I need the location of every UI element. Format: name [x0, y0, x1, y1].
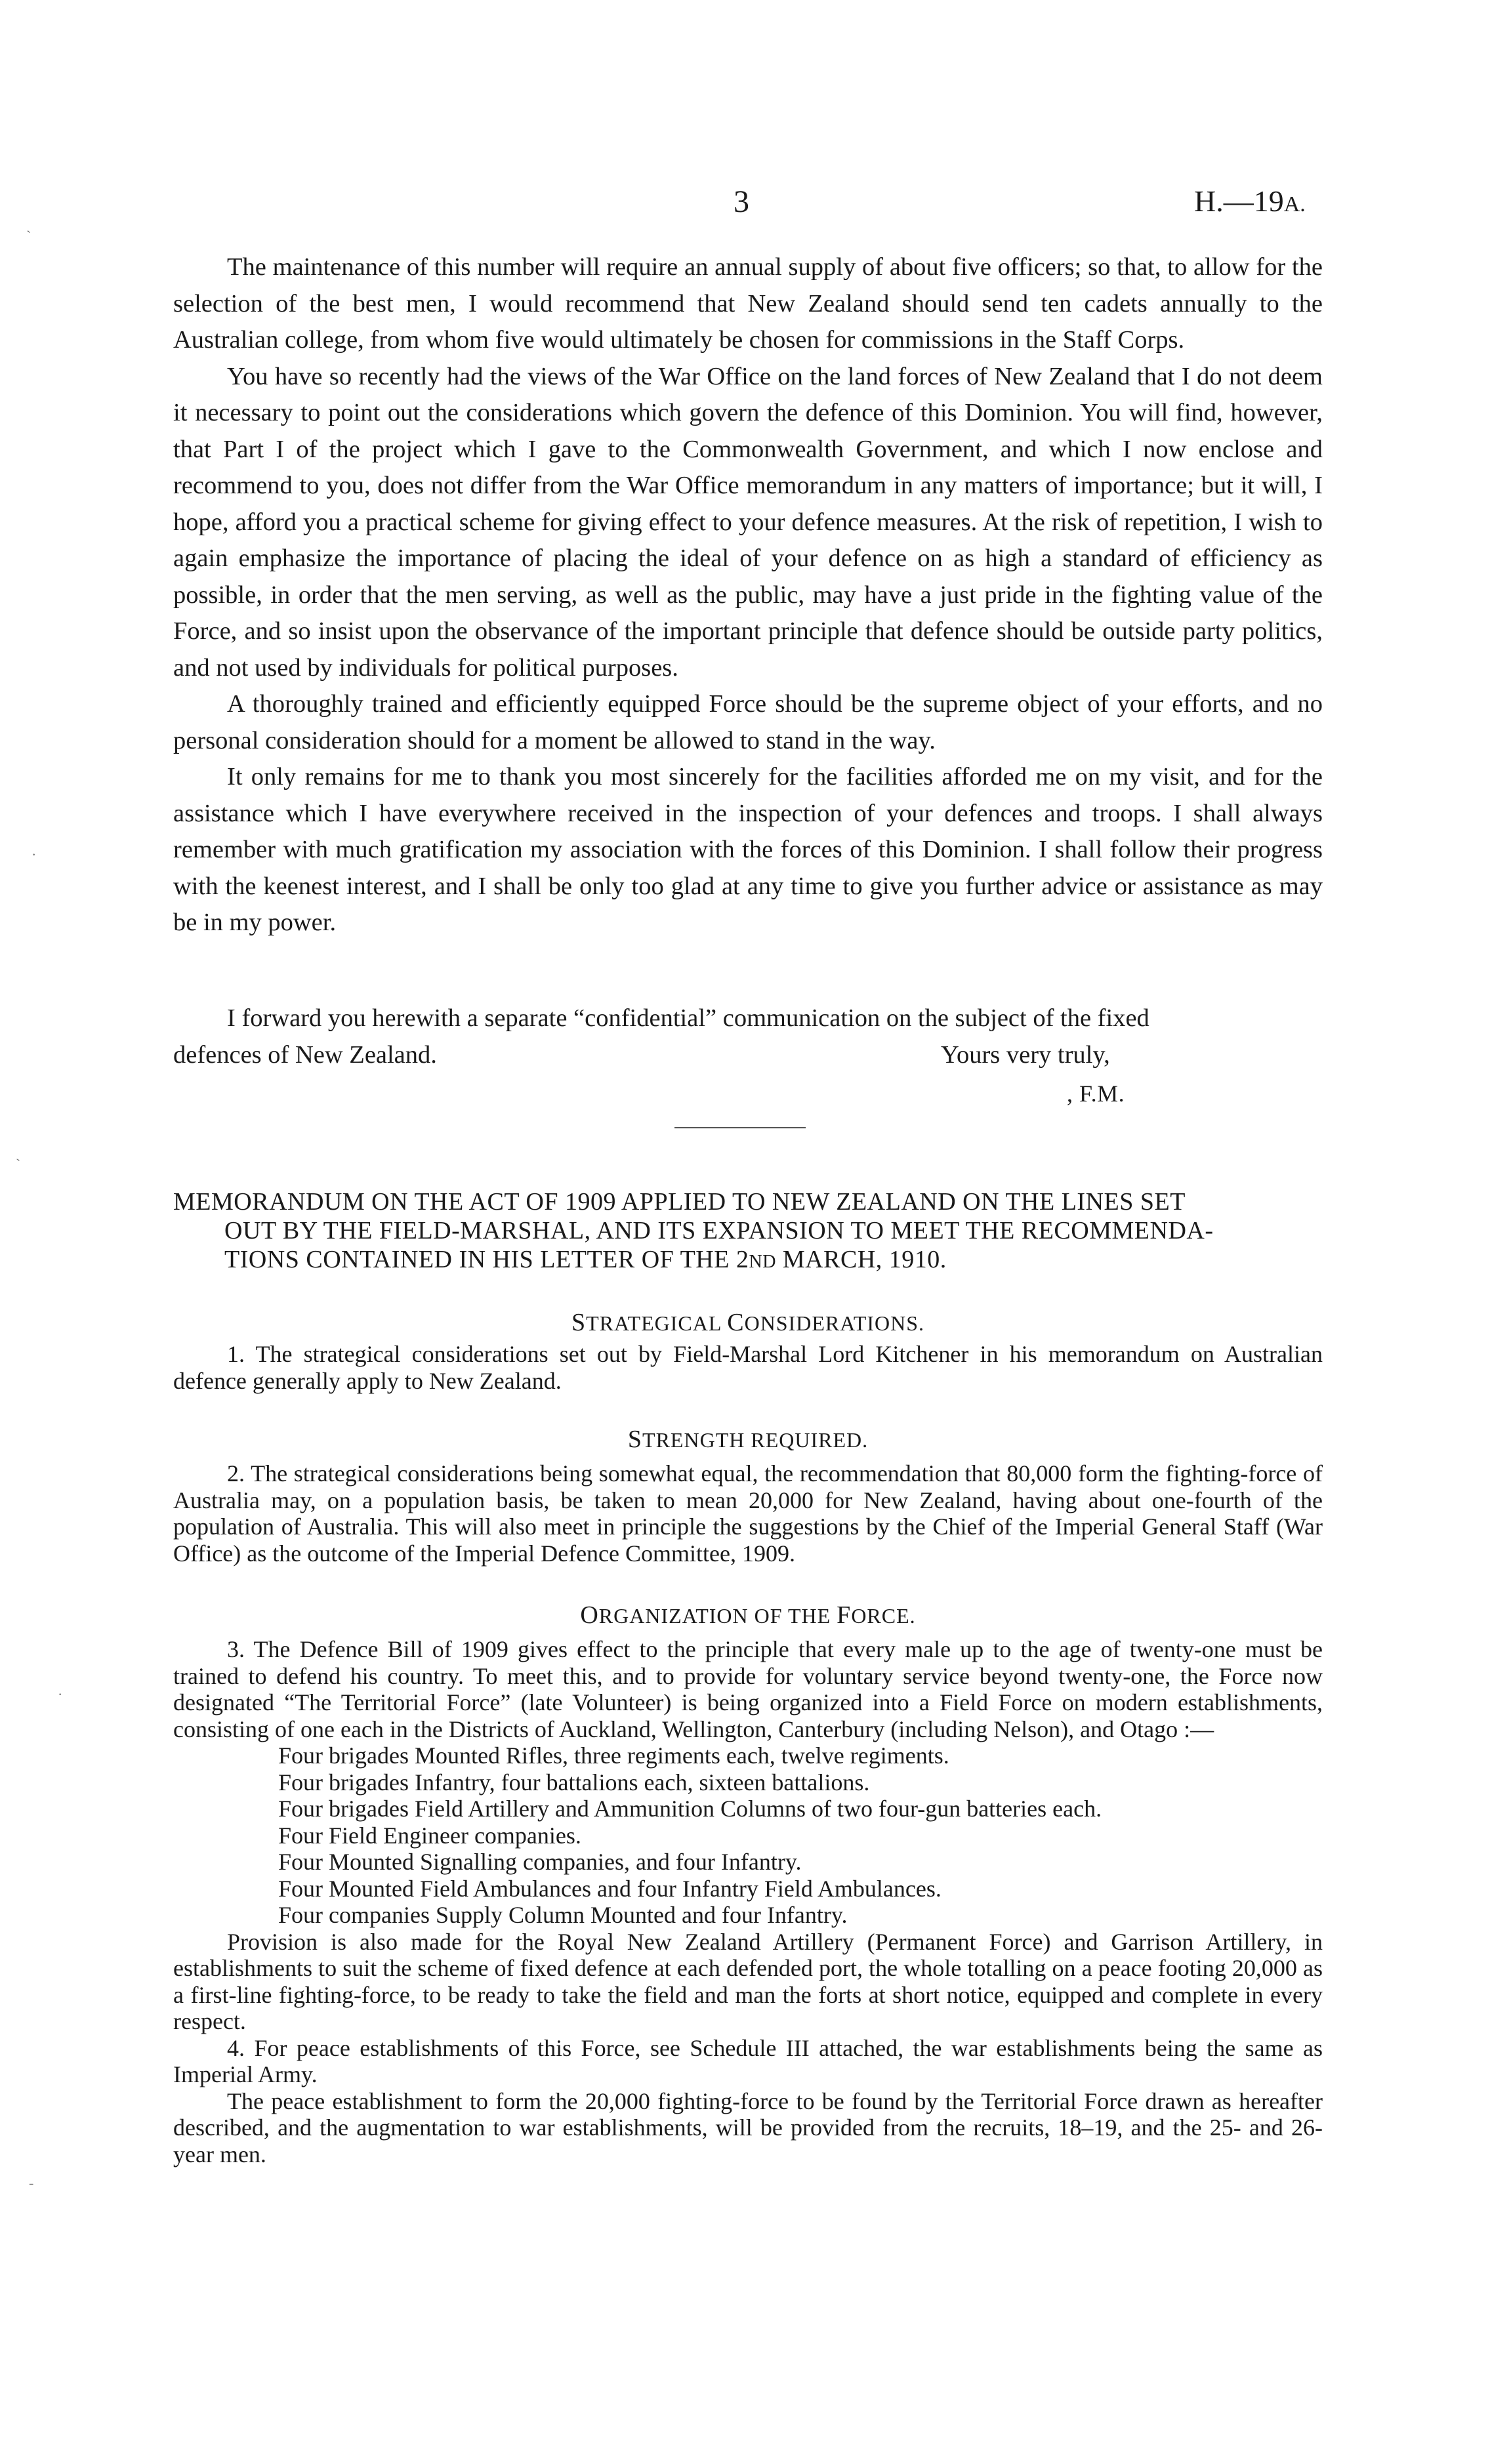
title-line — [173, 1245, 1328, 1277]
page-header — [0, 184, 1511, 223]
margin-mark: · — [58, 1686, 63, 1702]
margin-mark: ˎ — [16, 1145, 21, 1161]
doc-ref-suffix: A. — [1283, 192, 1306, 216]
heading-part: TRATEGICAL — [586, 1311, 728, 1335]
list-item: Four Field Engineer companies. — [278, 1822, 581, 1849]
section-1 — [173, 1341, 1323, 1394]
list-item: Four brigades Field Artillery and Ammunition Columns of two four-gun batteries each. — [278, 1796, 1102, 1822]
signature — [173, 1073, 1323, 1111]
heading-strength-required — [173, 1425, 1323, 1454]
heading-part: TRENGTH REQUIRED. — [642, 1428, 869, 1452]
heading-part: C — [727, 1309, 745, 1336]
heading-organization-of-force — [173, 1601, 1323, 1630]
unit-list — [173, 1742, 1323, 1929]
letter-body — [173, 249, 1323, 941]
doc-ref-main: H.—19 — [1194, 184, 1284, 218]
title-line: MEMORANDUM ON THE ACT OF 1909 APPLIED TO NEW ZEALAND ON THE LINES SET — [173, 1188, 1186, 1216]
heading-part: ONSIDERATIONS. — [744, 1311, 925, 1335]
memorandum-title — [173, 1187, 1328, 1277]
section-divider — [674, 1127, 806, 1128]
valediction: Yours very truly, — [941, 1040, 1110, 1069]
section-paragraph: 1. The strategical considerations set out by Field-Marshal Lord Kitchener in his memorandum on Australian defence generally apply to New Zealand. — [173, 1341, 1323, 1394]
section-paragraph: 3. The Defence Bill of 1909 gives effect to the principle that every male up to the age of twenty-one must be trained to defend his country. To meet this, and to provide for voluntary service beyond twenty-one, the Force now designated “The Territorial Force” (late Volunteer) is being organized into a Field Force on modern establishments, consisting of one each in the Districts of Auckland, Wellington, Canterbury (including Nelson), and Otago :— — [173, 1636, 1323, 1742]
margin-mark: ˏ — [26, 216, 31, 233]
list-item: Four Mounted Signalling companies, and four Infantry. — [278, 1849, 802, 1875]
margin-mark: - — [29, 2175, 34, 2191]
section-paragraph: 2. The strategical considerations being somewhat equal, the recommendation that 80,000 form the fighting-force of Australia may, on a population basis, be taken to mean 20,000 for New Zealand, having about one-fourth of the population of Australia. This will also meet in principle the suggestions by the Chief of the Imperial General Staff (War Office) as the outcome of the Imperial Defence Committee, 1909. — [173, 1460, 1323, 1567]
signature-suffix: , F.M. — [1067, 1080, 1125, 1107]
section-3 — [173, 1636, 1323, 2167]
heading-part: O — [580, 1601, 599, 1629]
section-paragraph: The peace establishment to form the 20,000 fighting-force to be found by the Territorial Force drawn as hereafter described, and the augmentation to war establishments, will be provided from the recruits, 18–19, and the 25- and 26-year men. — [173, 2087, 1323, 2167]
letter-paragraph: The maintenance of this number will require an annual supply of about five officers; so that, to allow for the selection of the best men, I would recommend that New Zealand should send ten cadets annually to the Australian college, from whom five would ultimately be chosen for commissions in the Staff Corps. — [173, 253, 1323, 354]
letter-paragraph: A thoroughly trained and efficiently equipped Force should be the supreme object of your efforts, and no personal consideration should for a moment be allowed to stand in the way. — [173, 690, 1323, 754]
closing-line: I forward you herewith a separate “confidential” communication on the subject of the fixed — [227, 1004, 1149, 1032]
heading-part: F — [837, 1601, 852, 1629]
closing-line-2: defences of New Zealand. — [173, 1040, 437, 1069]
heading-part: S — [571, 1309, 587, 1336]
heading-strategical-considerations — [173, 1308, 1323, 1337]
title-part: ND — [749, 1252, 776, 1272]
margin-mark: · — [31, 846, 37, 863]
letter-closing — [173, 1000, 1323, 1111]
signature-text — [1067, 1076, 1125, 1113]
letter-paragraph: You have so recently had the views of the War Office on the land forces of New Zealand that I do not deem it necessary to point out the considerations which govern the defence of this Dominion. You will find, however, that Part I of the project which I gave to the Commonwealth Government, and which I now enclose and recommend to you, does not differ from the War Office memorandum in any matters of importance; but it will, I hope, afford you a practical scheme for giving effect to your defence measures. At the risk of repetition, I wish to again emphasize the importance of placing the ideal of your defence on as high a standard of efficiency as possible, in order that the men serving, as well as the public, may have a just pride in the fighting value of the Force, and so insist upon the observance of the important principle that defence should be outside party politics, and not used by individuals for political purposes. — [173, 362, 1323, 682]
title-line: OUT BY THE FIELD-MARSHAL, AND ITS EXPANSION TO MEET THE RECOMMENDA- — [224, 1217, 1214, 1244]
section-paragraph: 4. For peace establishments of this Force, see Schedule III attached, the war establishments being the same as Imperial Army. — [173, 2034, 1323, 2087]
section-paragraph: Provision is also made for the Royal New Zealand Artillery (Permanent Force) and Garrison Artillery, in establishments to suit the scheme of fixed defence at each defended port, the whole totalling on a peace footing 20,000 as a first-line fighting-force, to be ready to take the field and man the forts at short notice, equipped and complete in every respect. — [173, 1928, 1323, 2034]
list-item: Four brigades Mounted Rifles, three regiments each, twelve regiments. — [278, 1742, 949, 1769]
letter-paragraph: It only remains for me to thank you most sincerely for the facilities afforded me on my visit, and for the assistance which I have everywhere received in the inspection of your defences and troops. I shall always remember with much gratification my association with the forces of this Dominion. I shall follow their progress with the keenest interest, and I shall be only too glad at any time to give you further advice or assistance as may be in my power. — [173, 763, 1323, 936]
heading-part: S — [627, 1426, 643, 1453]
heading-part: ORCE. — [851, 1604, 916, 1628]
closing-row — [173, 1037, 1323, 1074]
page-number: 3 — [734, 184, 749, 219]
list-item: Four brigades Infantry, four battalions each, sixteen battalions. — [278, 1769, 870, 1796]
list-item: Four companies Supply Column Mounted and four Infantry. — [278, 1902, 848, 1928]
title-part: MARCH, 1910. — [776, 1246, 947, 1273]
list-item: Four Mounted Field Ambulances and four Infantry Field Ambulances. — [278, 1875, 942, 1902]
heading-part: RGANIZATION OF THE — [598, 1604, 837, 1628]
section-2 — [173, 1460, 1323, 1567]
title-part: TIONS CONTAINED IN HIS LETTER OF THE 2 — [224, 1246, 749, 1273]
document-reference — [1194, 184, 1306, 218]
